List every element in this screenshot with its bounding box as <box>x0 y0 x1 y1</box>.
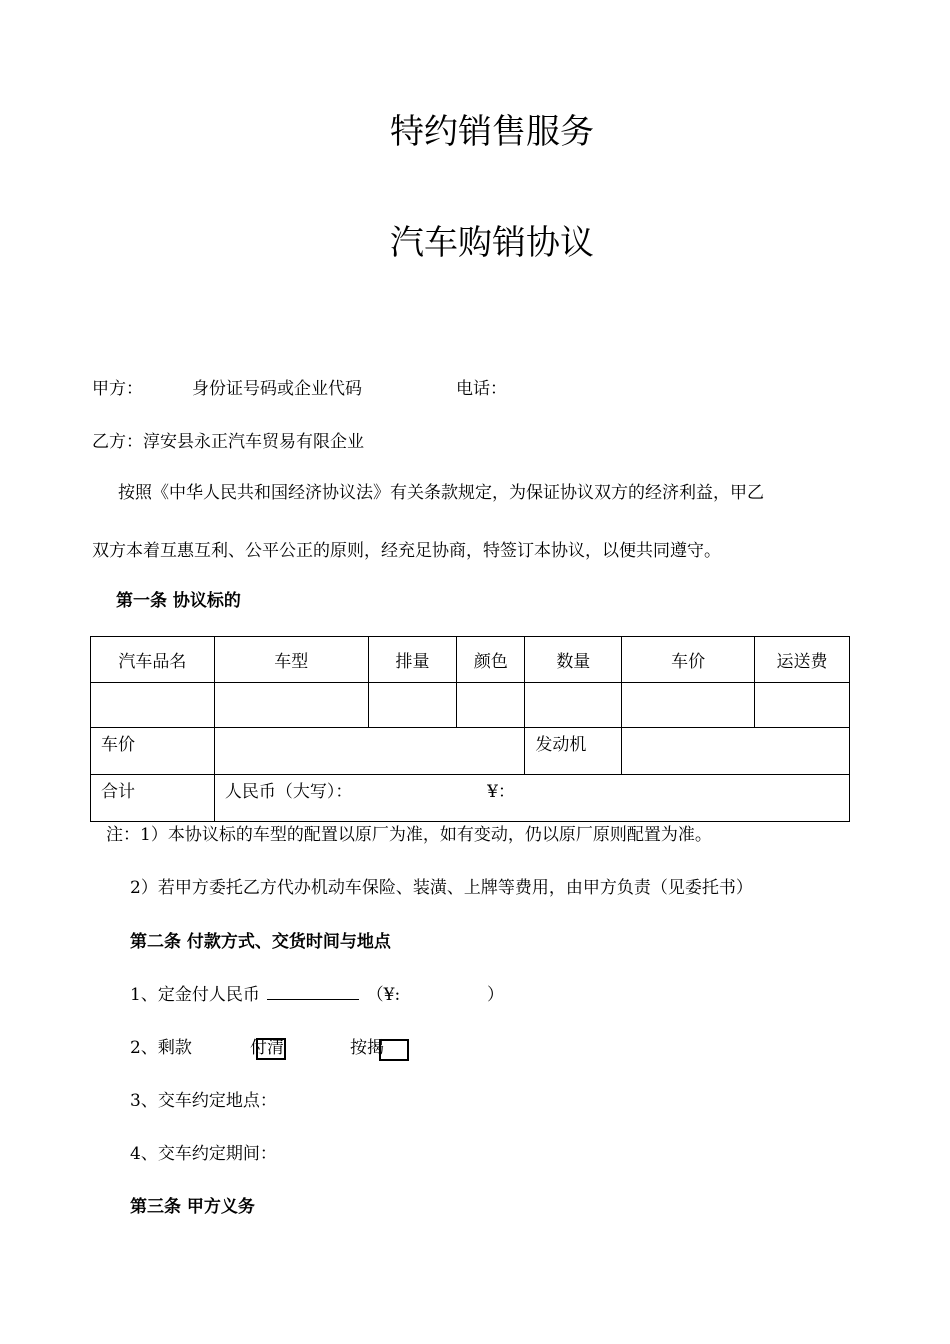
price-label: 车价 <box>91 728 215 775</box>
delivery-period: 4、交车约定期间： <box>130 1144 277 1164</box>
header-displacement: 排量 <box>368 637 457 683</box>
deposit-prefix: 1、定金付人民币 <box>130 985 260 1005</box>
deposit-line <box>130 980 504 1005</box>
deposit-amount-field[interactable] <box>267 981 359 1000</box>
cell-model[interactable] <box>214 683 368 728</box>
id-code-label: 身份证号码或企业代码 <box>192 379 362 399</box>
cell-displacement[interactable] <box>368 683 457 728</box>
pay-full-label: 付清 <box>250 1038 284 1058</box>
cell-price-value[interactable] <box>214 728 525 775</box>
cell-price[interactable] <box>622 683 755 728</box>
deposit-yen-label: （¥: <box>366 985 401 1005</box>
mortgage-label: 按揭 <box>350 1038 384 1058</box>
rmb-upper-label: 人民币（大写）： <box>224 782 353 802</box>
header-shipping: 运送费 <box>755 637 850 683</box>
cell-quantity[interactable] <box>525 683 622 728</box>
cell-color[interactable] <box>457 683 525 728</box>
phone-label: 电话： <box>456 379 507 399</box>
cell-engine-value[interactable] <box>622 728 850 775</box>
table-total-row <box>91 775 850 822</box>
cell-car-name[interactable] <box>91 683 215 728</box>
mortgage-checkbox[interactable] <box>379 1039 409 1061</box>
header-car-name: 汽车品名 <box>91 637 215 683</box>
engine-label: 发动机 <box>525 728 622 775</box>
deposit-close-paren: ） <box>487 985 504 1005</box>
table-price-row <box>91 728 850 775</box>
note-2: 2）若甲方委托乙方代办机动车保险、装潢、上牌等费用，由甲方负责（见委托书） <box>130 878 753 898</box>
yen-label: ¥： <box>487 782 515 802</box>
table-blank-row <box>91 683 850 728</box>
intro-line-1: 按照《中华人民共和国经济协议法》有关条款规定，为保证协议双方的经济利益，甲乙 <box>118 483 764 503</box>
header-color: 颜色 <box>457 637 525 683</box>
goods-table <box>90 636 850 822</box>
party-b-line: 乙方：淳安县永正汽车贸易有限企业 <box>92 432 364 452</box>
balance-label: 2、剩款 <box>130 1038 192 1058</box>
cell-shipping[interactable] <box>755 683 850 728</box>
note-1: 注：1）本协议标的车型的配置以原厂为准，如有变动，仍以原厂原则配置为准。 <box>106 825 712 845</box>
intro-line-2: 双方本着互惠互利、公平公正的原则，经充足协商，特签订本协议，以便共同遵守。 <box>92 541 721 561</box>
article1-heading: 第一条 协议标的 <box>116 591 241 611</box>
header-model: 车型 <box>214 637 368 683</box>
party-a-label: 甲方： <box>92 379 143 399</box>
delivery-place: 3、交车约定地点： <box>130 1091 277 1111</box>
title-line-2: 汽车购销协议 <box>390 223 594 263</box>
total-value-cell[interactable] <box>214 775 849 822</box>
header-price: 车价 <box>622 637 755 683</box>
header-quantity: 数量 <box>525 637 622 683</box>
article3-heading: 第三条 甲方义务 <box>130 1197 255 1217</box>
pay-full-checkbox[interactable] <box>256 1038 286 1060</box>
article2-heading: 第二条 付款方式、交货时间与地点 <box>130 932 391 952</box>
table-header-row <box>91 637 850 683</box>
total-label: 合计 <box>91 775 215 822</box>
title-line-1: 特约销售服务 <box>390 112 594 152</box>
